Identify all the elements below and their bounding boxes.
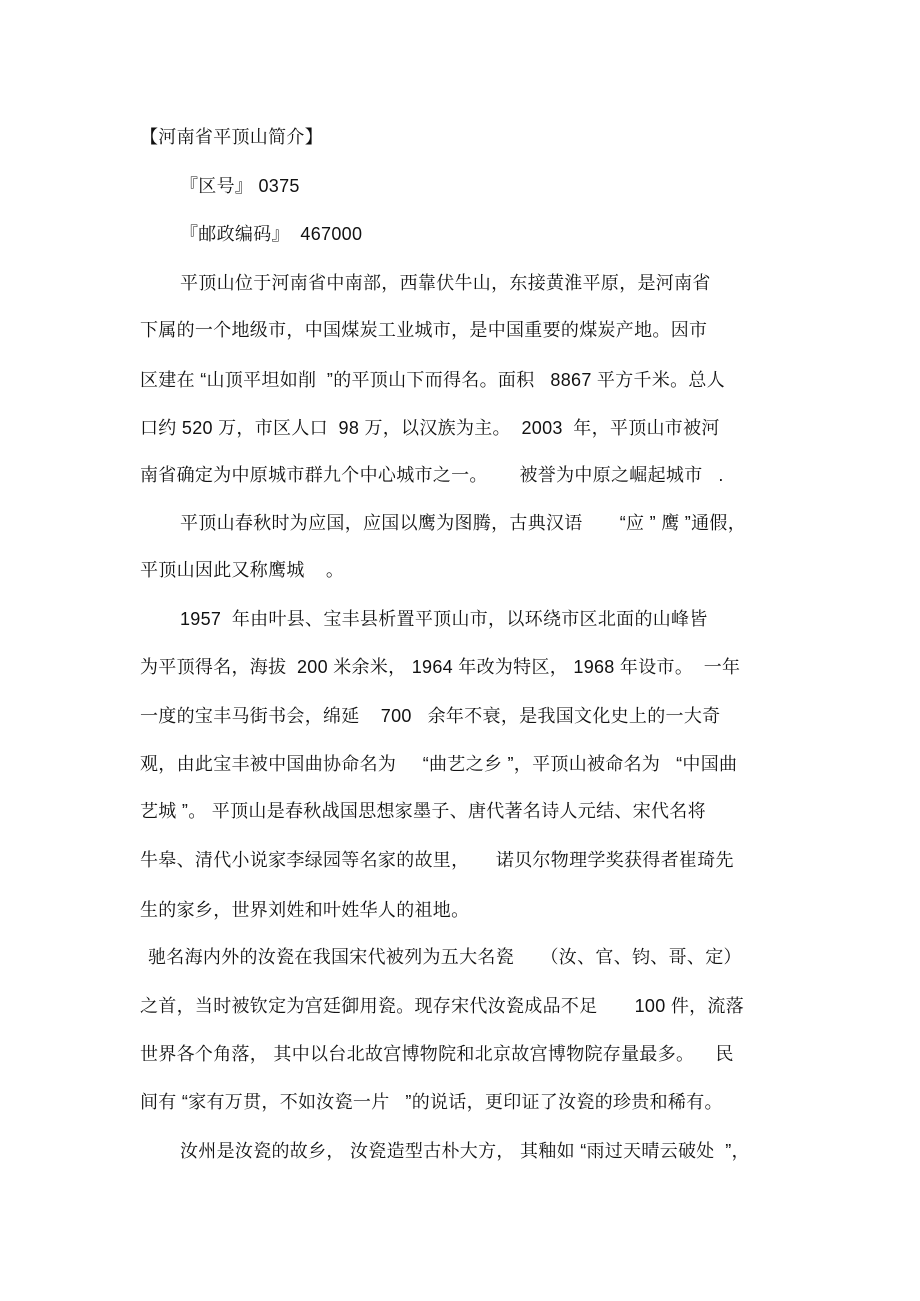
text-line: 世界各个角落， 其中以台北故宫博物院和北京故宫博物院存量最多。 民 <box>140 1044 734 1064</box>
area-code: 『区号』 0375 <box>180 176 300 196</box>
text-line: 观，由此宝丰被中国曲协命名为 “曲艺之乡 ”，平顶山被命名为 “中国曲 <box>140 754 738 774</box>
text-line: 平顶山因此又称鹰城 。 <box>140 560 345 580</box>
text-line: 汝州是汝瓷的故乡， 汝瓷造型古朴大方， 其釉如 “雨过天晴云破处 ”， <box>180 1141 750 1161</box>
text-line: 艺城 ”。 平顶山是春秋战国思想家墨子、唐代著名诗人元结、宋代名将 <box>140 801 706 821</box>
text-line: 下属的一个地级市，中国煤炭工业城市，是中国重要的煤炭产地。因市 <box>140 320 708 340</box>
text-line: 牛皋、清代小说家李绿园等名家的故里， 诺贝尔物理学奖获得者崔琦先 <box>140 850 734 870</box>
text-line: 间有 “家有万贯，不如汝瓷一片 ”的说话，更印证了汝瓷的珍贵和稀有。 <box>140 1092 723 1112</box>
text-line: 平顶山春秋时为应国，应国以鹰为图腾，古典汉语 “应 ” 鹰 ”通假， <box>180 513 746 533</box>
postal-code: 『邮政编码』 467000 <box>180 224 363 244</box>
text-line: 生的家乡，世界刘姓和叶姓华人的祖地。 <box>140 900 470 920</box>
text-line: 1957 年由叶县、宝丰县析置平顶山市，以环绕市区北面的山峰皆 <box>180 609 708 629</box>
text-line: 区建在 “山顶平坦如削 ”的平顶山下而得名。面积 8867 平方千米。总人 <box>140 370 726 390</box>
text-line: 平顶山位于河南省中南部，西靠伏牛山，东接黄淮平原，是河南省 <box>180 273 711 293</box>
text-line: 之首，当时被钦定为宫廷御用瓷。现存宋代汝瓷成品不足 100 件，流落 <box>140 996 745 1016</box>
text-line: 南省确定为中原城市群九个中心城市之一。 被誉为中原之崛起城市 . <box>140 465 724 485</box>
text-line: 一度的宝丰马街书会，绵延 700 余年不衰，是我国文化史上的一大奇 <box>140 706 721 726</box>
document-title: 【河南省平顶山简介】 <box>140 127 323 147</box>
text-line: 驰名海内外的汝瓷在我国宋代被列为五大名瓷 （汝、官、钧、哥、定） <box>148 947 742 967</box>
text-line: 口约 520 万，市区人口 98 万，以汉族为主。 2003 年，平顶山市被河 <box>140 418 720 438</box>
text-line: 为平顶得名，海拔 200 米余米， 1964 年改为特区， 1968 年设市。 一年 <box>140 657 741 677</box>
